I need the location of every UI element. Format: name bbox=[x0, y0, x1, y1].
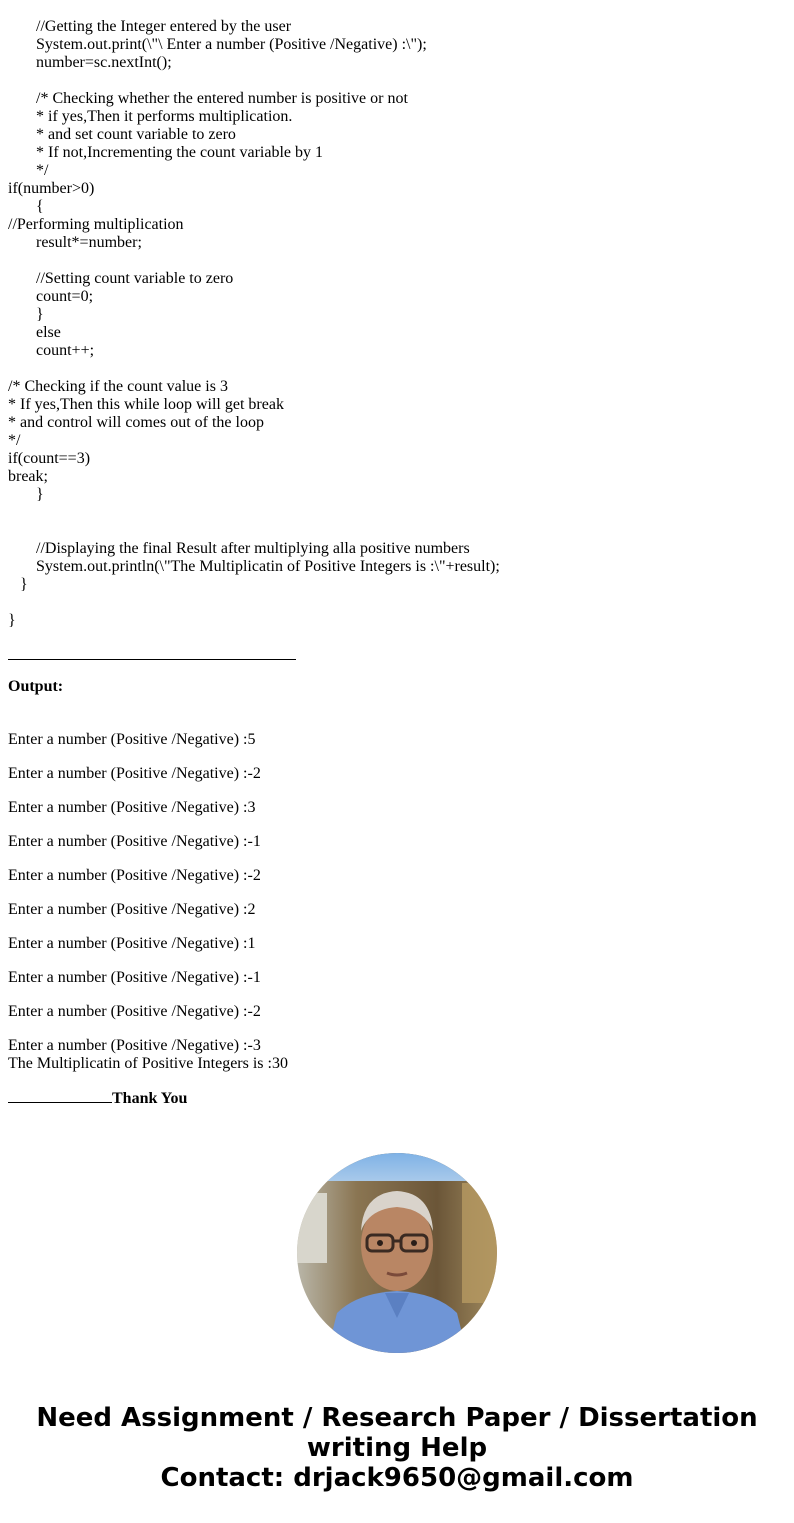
thank-you-text: Thank You bbox=[112, 1090, 188, 1107]
code-line bbox=[8, 594, 768, 612]
promo-line-2: writing Help bbox=[306, 1433, 488, 1463]
output-result: The Multiplicatin of Positive Integers is :30 bbox=[8, 1055, 288, 1072]
photo-switch-panel bbox=[297, 1193, 327, 1263]
photo-eye-right bbox=[411, 1240, 417, 1246]
code-line: result*=number; bbox=[36, 234, 142, 251]
code-line: } bbox=[36, 486, 44, 503]
code-line: System.out.print(\"\ Enter a number (Positive /Negative) :\"); bbox=[36, 36, 427, 53]
code-line: } bbox=[36, 306, 44, 323]
code-line bbox=[8, 504, 768, 522]
output-line: Enter a number (Positive /Negative) :-2 bbox=[8, 765, 261, 782]
photo-top-wall bbox=[297, 1153, 497, 1181]
code-line bbox=[8, 522, 768, 540]
thank-you-line bbox=[8, 1088, 187, 1108]
code-snippet bbox=[8, 18, 768, 630]
photo-carved-door bbox=[462, 1183, 497, 1303]
output-line: Enter a number (Positive /Negative) :-1 bbox=[8, 969, 261, 986]
code-line: count=0; bbox=[36, 288, 94, 305]
code-line: * If yes,Then this while loop will get break bbox=[8, 396, 284, 413]
code-line: * and set count variable to zero bbox=[36, 126, 236, 143]
code-line: } bbox=[20, 576, 28, 593]
code-line: } bbox=[8, 612, 16, 629]
code-line: /* Checking whether the entered number is positive or not bbox=[36, 90, 408, 107]
code-line: count++; bbox=[36, 342, 95, 359]
code-line: * and control will comes out of the loop bbox=[8, 414, 264, 431]
section-divider bbox=[8, 659, 296, 660]
output-line: Enter a number (Positive /Negative) :-2 bbox=[8, 867, 261, 884]
output-line: Enter a number (Positive /Negative) :-1 bbox=[8, 833, 261, 850]
output-line: Enter a number (Positive /Negative) :-2 bbox=[8, 1003, 261, 1020]
promo-contact[interactable]: Contact: drjack9650@gmail.com bbox=[160, 1463, 634, 1493]
code-line: System.out.println(\"The Multiplicatin of Positive Integers is :\"+result); bbox=[36, 558, 500, 575]
code-line: * If not,Incrementing the count variable by 1 bbox=[36, 144, 324, 161]
code-line: //Displaying the final Result after multiplying alla positive numbers bbox=[36, 540, 470, 557]
output-line: Enter a number (Positive /Negative) :3 bbox=[8, 799, 256, 816]
code-line: * if yes,Then it performs multiplication. bbox=[36, 108, 293, 125]
promo-line-1: Need Assignment / Research Paper / Dissertation bbox=[36, 1403, 758, 1433]
output-line: Enter a number (Positive /Negative) :1 bbox=[8, 935, 256, 952]
code-line bbox=[8, 252, 768, 270]
code-line: */ bbox=[8, 432, 21, 449]
photo-eye-left bbox=[377, 1240, 383, 1246]
output-heading: Output: bbox=[8, 678, 64, 695]
author-photo-svg bbox=[297, 1153, 497, 1353]
code-line: break; bbox=[8, 468, 48, 485]
code-line: */ bbox=[36, 162, 49, 179]
code-line: //Getting the Integer entered by the user bbox=[36, 18, 292, 35]
author-photo-icon bbox=[297, 1153, 497, 1353]
code-line bbox=[8, 72, 768, 90]
output-line: Enter a number (Positive /Negative) :5 bbox=[8, 731, 256, 748]
code-line: if(number>0) bbox=[8, 180, 95, 197]
code-line: //Performing multiplication bbox=[8, 216, 184, 233]
code-line: else bbox=[36, 324, 61, 341]
output-line: Enter a number (Positive /Negative) :2 bbox=[8, 901, 256, 918]
code-line: /* Checking if the count value is 3 bbox=[8, 378, 228, 395]
code-line: { bbox=[36, 198, 44, 215]
underline-blank bbox=[8, 1088, 112, 1103]
code-line: //Setting count variable to zero bbox=[36, 270, 234, 287]
code-line: number=sc.nextInt(); bbox=[36, 54, 172, 71]
code-line: if(count==3) bbox=[8, 450, 91, 467]
code-line bbox=[8, 360, 768, 378]
promo-banner bbox=[0, 1403, 794, 1493]
output-line: Enter a number (Positive /Negative) :-3 bbox=[8, 1037, 261, 1054]
